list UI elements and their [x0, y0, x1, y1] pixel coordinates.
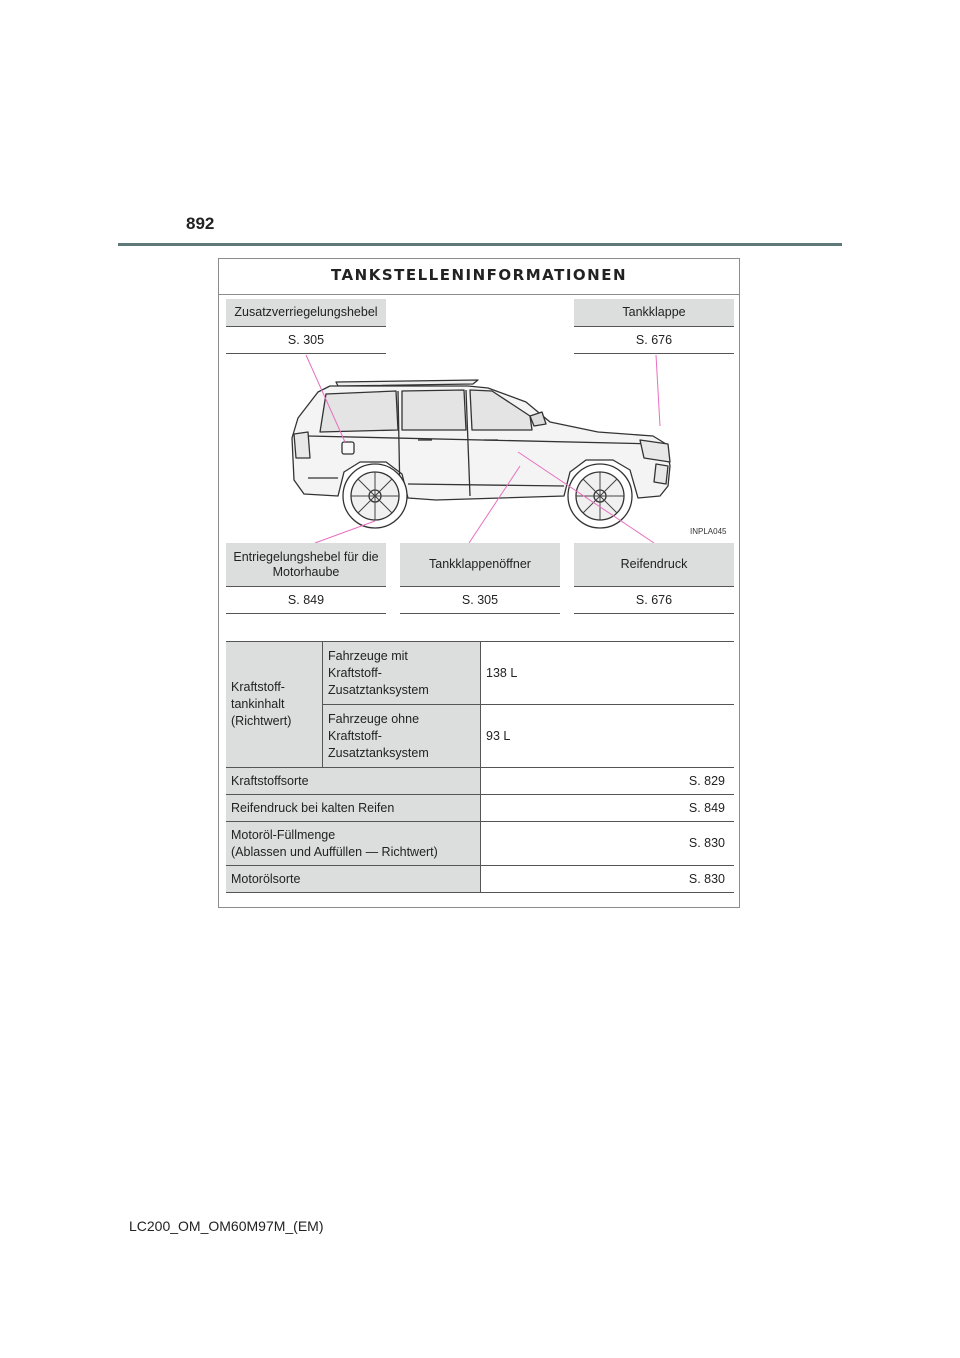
oil-capacity-ref: S. 830	[481, 822, 735, 866]
section-title: TANKSTELLENINFORMATIONEN	[219, 259, 739, 295]
oil-capacity-label: Motoröl-Füllmenge (Ablassen und Auffüllen — Richtwert)	[226, 822, 481, 866]
page-number: 892	[186, 214, 215, 233]
ref-hood-release-lever: S. 849	[226, 587, 386, 614]
ref-fuel-door: S. 676	[574, 327, 734, 354]
capacity-with-aux-value: 138 L	[481, 642, 735, 705]
capacity-label: Kraftstoff- tankinhalt (Richtwert)	[226, 642, 323, 768]
capacity-with-aux-label: Fahrzeuge mit Kraftstoff- Zusatztanksystem	[323, 642, 481, 705]
capacity-without-aux-value: 93 L	[481, 705, 735, 768]
fuel-info-table	[226, 641, 734, 893]
capacity-without-aux-label: Fahrzeuge ohne Kraftstoff- Zusatztanksystem	[323, 705, 481, 768]
oil-type-label: Motorölsorte	[226, 866, 481, 893]
ref-auxiliary-lock-lever: S. 305	[226, 327, 386, 354]
label-tire-pressure: Reifendruck	[574, 543, 734, 587]
image-code: INPLA045	[690, 527, 727, 536]
label-fuel-door-opener: Tankklappenöffner	[400, 543, 560, 587]
cold-tire-pressure-label: Reifendruck bei kalten Reifen	[226, 795, 481, 822]
header-rule	[118, 243, 842, 246]
ref-fuel-door-opener: S. 305	[400, 587, 560, 614]
vehicle-illustration	[268, 358, 688, 548]
table-row	[226, 768, 734, 795]
table-row	[226, 866, 734, 893]
label-auxiliary-lock-lever: Zusatzverriegelungshebel	[226, 299, 386, 327]
label-hood-release-lever: Entriegelungshebel für die Motorhaube	[226, 543, 386, 587]
cold-tire-pressure-ref: S. 849	[481, 795, 735, 822]
fuel-type-label: Kraftstoffsorte	[226, 768, 481, 795]
ref-tire-pressure: S. 676	[574, 587, 734, 614]
footer-code: LC200_OM_OM60M97M_(EM)	[129, 1218, 324, 1234]
table-row	[226, 795, 734, 822]
fuel-type-ref: S. 829	[481, 768, 735, 795]
table-row	[226, 642, 734, 705]
oil-type-ref: S. 830	[481, 866, 735, 893]
table-row	[226, 822, 734, 866]
label-fuel-door: Tankklappe	[574, 299, 734, 327]
